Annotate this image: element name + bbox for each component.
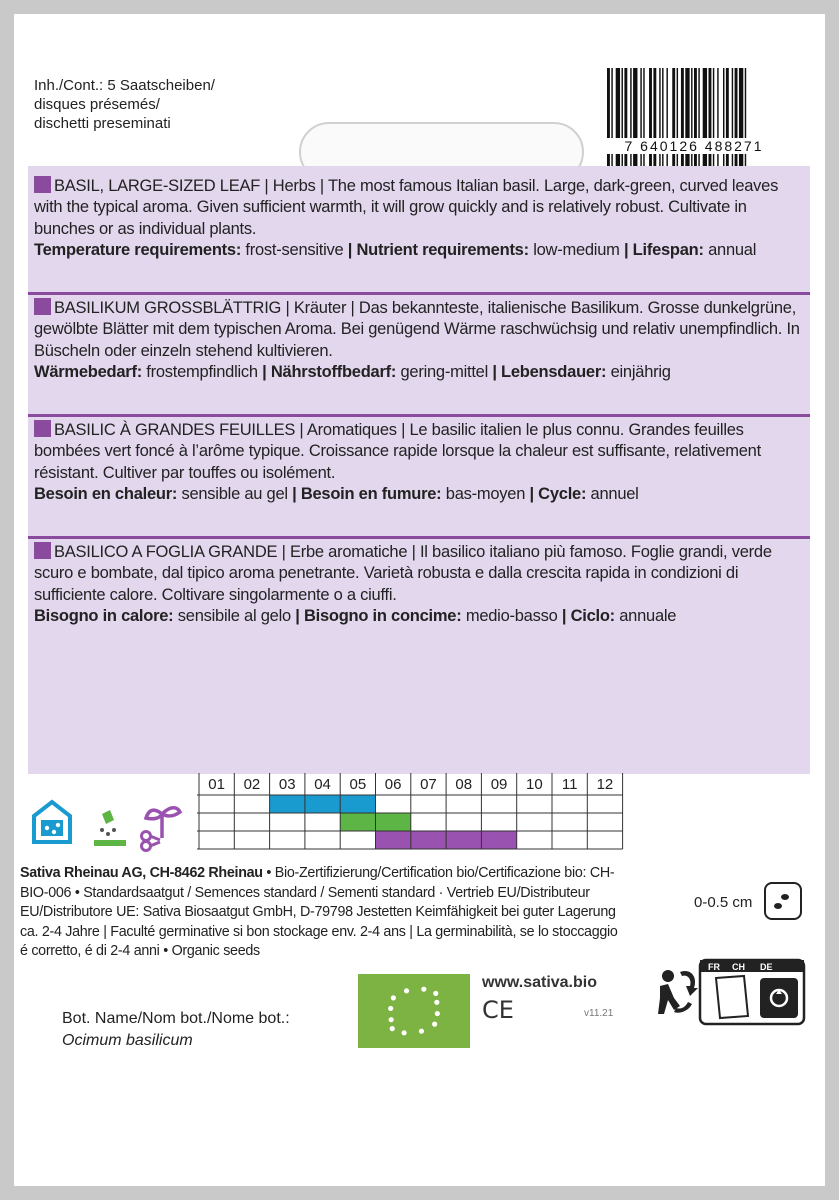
eu-star <box>391 995 396 1000</box>
variety-description: | Aromatiques | Le basilic italien le plus connu. Grandes feuilles bombées vert foncé à l’arôme typique. Croissance rapide lorsque la chaleur est suffisante, relativement résistant. Cultiver par touffes ou isolément. <box>34 421 761 482</box>
req-value: frostempfindlich <box>141 362 263 381</box>
eu-star <box>419 1029 424 1034</box>
req-value: annuale <box>614 606 677 625</box>
sowing-depth-icon <box>764 882 802 920</box>
section-italian <box>34 542 804 627</box>
recycling-label: CH <box>732 962 745 972</box>
purple-square-icon <box>34 542 51 559</box>
month-label: 09 <box>490 776 508 793</box>
month-label: 07 <box>420 776 437 793</box>
req-label: | Lebensdauer: <box>492 362 607 381</box>
req-label: | Besoin en fumure: <box>292 484 442 503</box>
req-value: annual <box>703 240 757 259</box>
purple-square-icon <box>34 298 51 315</box>
variety-name: BASIL, LARGE-SIZED LEAF <box>54 177 261 195</box>
harvest-icon <box>142 808 181 851</box>
eu-star <box>421 987 426 992</box>
req-label: Besoin en chaleur: <box>34 484 178 503</box>
triman-icon <box>658 970 698 1014</box>
paper-bag-icon <box>716 976 748 1018</box>
month-label: 05 <box>349 776 367 793</box>
section-french <box>34 420 804 505</box>
purple-square-icon <box>34 420 51 437</box>
month-label: 02 <box>243 776 261 793</box>
month-label: 04 <box>314 776 331 793</box>
month-label: 06 <box>384 776 402 793</box>
req-label: | Ciclo: <box>561 606 615 625</box>
eu-star <box>433 991 438 996</box>
req-label: | Cycle: <box>529 484 587 503</box>
outdoor-sowing-icon <box>94 810 126 846</box>
company-info <box>20 864 620 962</box>
req-value: medio-basso <box>461 606 562 625</box>
section-divider <box>28 414 810 417</box>
month-label: 08 <box>455 776 473 793</box>
req-label: | Lifespan: <box>623 240 704 259</box>
variety-name: BASILICO A FOGLIA GRANDE <box>54 543 278 561</box>
eu-star <box>388 1006 393 1011</box>
contents-line: dischetti preseminati <box>34 115 171 132</box>
variety-description: | Kräuter | Das bekannteste, italienische Basilikum. Grosse dunkelgrüne, gewölbte Blätter mit dem typischen Aroma. Bei genügend Wärme raschwüchsig und relativ unempfindlich. In Büscheln oder einzeln stehend kultivieren. <box>34 299 800 360</box>
sowing-depth: 0-0.5 cm <box>694 894 753 911</box>
variety-name: BASILIC À GRANDES FEUILLES <box>54 421 296 439</box>
eu-star <box>402 1030 407 1035</box>
recycling-info <box>648 954 808 1034</box>
req-value: frost-sensitive <box>241 240 348 259</box>
company-text: • Bio-Zertifizierung/Certification bio/Certificazione bio: CH-BIO-006 • Standardsaatgut / Semences standard / Sementi standard · Vertrieb EU/Distributeur EU/Distributore UE: Sativa Biosaatgut GmbH, D-79798 Jestetten Keimfähigkeit bei guter Lagerung ca. 2-4 Jahre | Faculté germinative si bon stockage env. 2-4 ans | La germinabilità, se lo stoccaggio é corretto, é di 2-4 anni • Organic seeds <box>20 865 618 960</box>
month-label: 11 <box>561 776 578 793</box>
botanical-name-block <box>62 1008 290 1052</box>
botanical-label: Bot. Name/Nom bot./Nome bot.: <box>62 1010 290 1027</box>
req-label: | Nutrient requirements: <box>347 240 529 259</box>
recycling-label: DE <box>760 962 773 972</box>
calendar-bar <box>270 795 376 813</box>
sowing-calendar <box>14 770 825 870</box>
req-value: gering-mittel <box>396 362 493 381</box>
req-value: einjährig <box>606 362 671 381</box>
eu-star <box>390 1026 395 1031</box>
ce-mark: CE <box>482 996 514 1024</box>
eu-star <box>435 1011 440 1016</box>
botanical-name: Ocimum basilicum <box>62 1032 193 1049</box>
contents-line: disques présemés/ <box>34 96 160 113</box>
variety-name: BASILIKUM GROSSBLÄTTRIG <box>54 299 282 317</box>
month-label: 10 <box>526 776 543 793</box>
eu-star <box>434 1000 439 1005</box>
website: www.sativa.bio <box>482 974 597 991</box>
req-label: | Bisogno in concime: <box>295 606 462 625</box>
description-panel <box>28 166 810 774</box>
eu-star <box>404 988 409 993</box>
section-divider <box>28 536 810 539</box>
month-label: 01 <box>208 776 225 793</box>
eu-star <box>389 1017 394 1022</box>
req-label: | Nährstoffbedarf: <box>262 362 397 381</box>
seed-packet <box>14 14 825 1186</box>
variety-description: | Erbe aromatiche | Il basilico italiano più famoso. Foglie grandi, verde scuro e bombate, dal tipico aroma penetrante. Varietà robusta e dalla crescita rapida in condizioni di sufficiente calore. Coltivare singolarmente o a ciuffi. <box>34 543 772 604</box>
section-divider <box>28 292 810 295</box>
req-label: Temperature requirements: <box>34 240 242 259</box>
company-name: Sativa Rheinau AG, CH-8462 Rheinau <box>20 865 263 881</box>
section-english <box>34 176 804 261</box>
req-value: low-medium <box>528 240 624 259</box>
eu-star <box>432 1022 437 1027</box>
contents-info <box>34 76 215 133</box>
variety-description: | Herbs | The most famous Italian basil. Large, dark-green, curved leaves with the typical aroma. Given sufficient warmth, it will grow quickly and is relatively robust. Cultivate in bunches or as individual plants. <box>34 177 779 238</box>
month-label: 12 <box>596 776 614 793</box>
req-value: bas-moyen <box>441 484 530 503</box>
contents-line: Inh./Cont.: 5 Saatscheiben/ <box>34 77 215 94</box>
req-value: annuel <box>586 484 639 503</box>
req-value: sensibile al gelo <box>173 606 296 625</box>
section-german <box>34 298 804 383</box>
barcode-number: 7 640126 488271 <box>594 138 794 154</box>
req-label: Wärmebedarf: <box>34 362 142 381</box>
req-label: Bisogno in calore: <box>34 606 174 625</box>
recycling-label: FR <box>708 962 720 972</box>
recycling-bin-icon <box>760 978 798 1018</box>
version-code: v11.21 <box>584 1008 614 1019</box>
eu-organic-logo <box>358 974 470 1048</box>
month-label: 03 <box>278 776 296 793</box>
indoor-sowing-icon <box>34 802 70 842</box>
req-value: sensible au gel <box>177 484 293 503</box>
purple-square-icon <box>34 176 51 193</box>
